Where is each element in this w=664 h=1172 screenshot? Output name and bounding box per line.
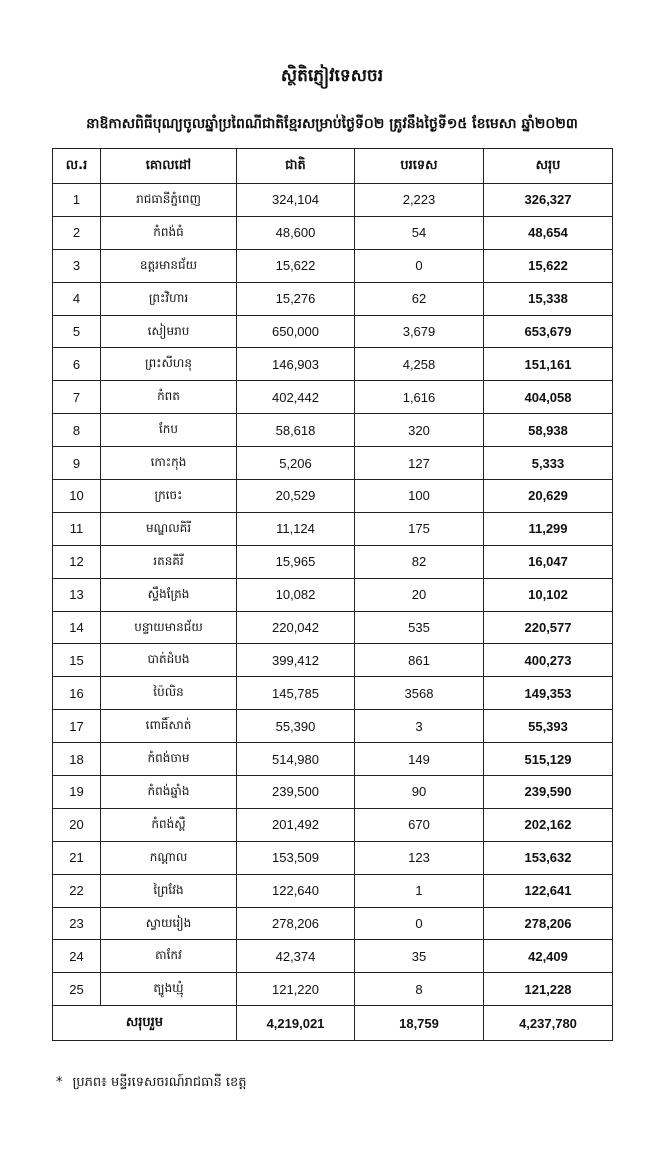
destination-cell: កណ្តាល bbox=[101, 841, 237, 874]
foreign-visitors-cell: 3568 bbox=[355, 677, 484, 710]
table-row bbox=[53, 710, 613, 743]
grand-total-national: 4,219,021 bbox=[237, 1006, 355, 1041]
destination-cell: តាកែវ bbox=[101, 940, 237, 973]
table-row bbox=[53, 578, 613, 611]
total-visitors-cell: 20,629 bbox=[484, 480, 613, 513]
destination-cell: រតនគិរី bbox=[101, 545, 237, 578]
national-visitors-cell: 278,206 bbox=[237, 907, 355, 940]
destination-cell: បាត់ដំបង bbox=[101, 644, 237, 677]
foreign-visitors-cell: 3 bbox=[355, 710, 484, 743]
row-number-cell: 3 bbox=[53, 249, 101, 282]
table-row bbox=[53, 184, 613, 217]
total-visitors-cell: 149,353 bbox=[484, 677, 613, 710]
destination-cell: ស្វាយរៀង bbox=[101, 907, 237, 940]
national-visitors-cell: 42,374 bbox=[237, 940, 355, 973]
total-visitors-cell: 400,273 bbox=[484, 644, 613, 677]
row-number-cell: 12 bbox=[53, 545, 101, 578]
row-number-cell: 24 bbox=[53, 940, 101, 973]
national-visitors-cell: 146,903 bbox=[237, 348, 355, 381]
total-visitors-cell: 653,679 bbox=[484, 315, 613, 348]
row-number-cell: 8 bbox=[53, 414, 101, 447]
foreign-visitors-cell: 20 bbox=[355, 578, 484, 611]
row-number-cell: 10 bbox=[53, 480, 101, 513]
column-header-foreign: បរទេស bbox=[355, 149, 484, 184]
table-row bbox=[53, 776, 613, 809]
destination-cell: ត្បូងឃ្មុំ bbox=[101, 973, 237, 1006]
national-visitors-cell: 58,618 bbox=[237, 414, 355, 447]
foreign-visitors-cell: 82 bbox=[355, 545, 484, 578]
total-visitors-cell: 121,228 bbox=[484, 973, 613, 1006]
table-row bbox=[53, 249, 613, 282]
page-title: ស្ថិតិភ្ញៀវទេសចរ bbox=[280, 66, 384, 86]
source-text: ប្រភព៖ មន្ទីរទេសចរណ៍រាជធានី ខេត្ត bbox=[72, 1075, 247, 1090]
table-row bbox=[53, 381, 613, 414]
grand-total-row bbox=[53, 1006, 613, 1041]
table-header-row bbox=[53, 149, 613, 184]
foreign-visitors-cell: 127 bbox=[355, 447, 484, 480]
total-visitors-cell: 239,590 bbox=[484, 776, 613, 809]
national-visitors-cell: 145,785 bbox=[237, 677, 355, 710]
destination-cell: បន្ទាយមានជ័យ bbox=[101, 611, 237, 644]
table-row bbox=[53, 644, 613, 677]
row-number-cell: 4 bbox=[53, 282, 101, 315]
foreign-visitors-cell: 0 bbox=[355, 907, 484, 940]
destination-cell: សៀមរាប bbox=[101, 315, 237, 348]
total-visitors-cell: 15,338 bbox=[484, 282, 613, 315]
national-visitors-cell: 121,220 bbox=[237, 973, 355, 1006]
row-number-cell: 11 bbox=[53, 512, 101, 545]
total-visitors-cell: 202,162 bbox=[484, 808, 613, 841]
foreign-visitors-cell: 54 bbox=[355, 216, 484, 249]
total-visitors-cell: 15,622 bbox=[484, 249, 613, 282]
destination-cell: ស្ទឹងត្រែង bbox=[101, 578, 237, 611]
row-number-cell: 6 bbox=[53, 348, 101, 381]
row-number-cell: 21 bbox=[53, 841, 101, 874]
table-row bbox=[53, 414, 613, 447]
table-row bbox=[53, 282, 613, 315]
destination-cell: កំពង់ធំ bbox=[101, 216, 237, 249]
foreign-visitors-cell: 35 bbox=[355, 940, 484, 973]
table-row bbox=[53, 480, 613, 513]
table-row bbox=[53, 512, 613, 545]
total-visitors-cell: 55,393 bbox=[484, 710, 613, 743]
table-row bbox=[53, 808, 613, 841]
total-visitors-cell: 404,058 bbox=[484, 381, 613, 414]
foreign-visitors-cell: 90 bbox=[355, 776, 484, 809]
foreign-visitors-cell: 123 bbox=[355, 841, 484, 874]
national-visitors-cell: 5,206 bbox=[237, 447, 355, 480]
row-number-cell: 5 bbox=[53, 315, 101, 348]
destination-cell: មណ្ឌលគិរី bbox=[101, 512, 237, 545]
grand-total-total: 4,237,780 bbox=[484, 1006, 613, 1041]
table-row bbox=[53, 907, 613, 940]
destination-cell: ព្រៃវែង bbox=[101, 874, 237, 907]
row-number-cell: 18 bbox=[53, 743, 101, 776]
foreign-visitors-cell: 0 bbox=[355, 249, 484, 282]
destination-cell: កំពង់ឆ្នាំង bbox=[101, 776, 237, 809]
row-number-cell: 20 bbox=[53, 808, 101, 841]
national-visitors-cell: 514,980 bbox=[237, 743, 355, 776]
total-visitors-cell: 58,938 bbox=[484, 414, 613, 447]
national-visitors-cell: 201,492 bbox=[237, 808, 355, 841]
table-row bbox=[53, 315, 613, 348]
row-number-cell: 9 bbox=[53, 447, 101, 480]
destination-cell: កំពត bbox=[101, 381, 237, 414]
total-visitors-cell: 42,409 bbox=[484, 940, 613, 973]
foreign-visitors-cell: 320 bbox=[355, 414, 484, 447]
total-visitors-cell: 48,654 bbox=[484, 216, 613, 249]
foreign-visitors-cell: 861 bbox=[355, 644, 484, 677]
row-number-cell: 1 bbox=[53, 184, 101, 217]
foreign-visitors-cell: 1 bbox=[355, 874, 484, 907]
national-visitors-cell: 20,529 bbox=[237, 480, 355, 513]
row-number-cell: 15 bbox=[53, 644, 101, 677]
national-visitors-cell: 220,042 bbox=[237, 611, 355, 644]
destination-cell: រាជធានីភ្នំពេញ bbox=[101, 184, 237, 217]
national-visitors-cell: 15,622 bbox=[237, 249, 355, 282]
total-visitors-cell: 326,327 bbox=[484, 184, 613, 217]
table-row bbox=[53, 447, 613, 480]
destination-cell: ក្រចេះ bbox=[101, 480, 237, 513]
foreign-visitors-cell: 670 bbox=[355, 808, 484, 841]
total-visitors-cell: 11,299 bbox=[484, 512, 613, 545]
table-row bbox=[53, 348, 613, 381]
page-subtitle: នាឱកាសពិធីបុណ្យចូលឆ្នាំប្រពៃណីជាតិខ្មែរសម្រាប់ថ្ងៃទី០២ ត្រូវនឹងថ្ងៃទី១៥ ខែមេសា ឆ្នាំ២០២៣ bbox=[86, 116, 578, 132]
destination-cell: កោះកុង bbox=[101, 447, 237, 480]
row-number-cell: 2 bbox=[53, 216, 101, 249]
national-visitors-cell: 402,442 bbox=[237, 381, 355, 414]
national-visitors-cell: 11,124 bbox=[237, 512, 355, 545]
row-number-cell: 17 bbox=[53, 710, 101, 743]
table-row bbox=[53, 611, 613, 644]
column-header-total: សរុប bbox=[484, 149, 613, 184]
national-visitors-cell: 324,104 bbox=[237, 184, 355, 217]
national-visitors-cell: 239,500 bbox=[237, 776, 355, 809]
table-body bbox=[53, 184, 613, 1006]
total-visitors-cell: 151,161 bbox=[484, 348, 613, 381]
table-row bbox=[53, 545, 613, 578]
row-number-cell: 19 bbox=[53, 776, 101, 809]
total-visitors-cell: 515,129 bbox=[484, 743, 613, 776]
national-visitors-cell: 15,965 bbox=[237, 545, 355, 578]
grand-total-foreign: 18,759 bbox=[355, 1006, 484, 1041]
source-note bbox=[56, 1073, 247, 1093]
row-number-cell: 14 bbox=[53, 611, 101, 644]
foreign-visitors-cell: 149 bbox=[355, 743, 484, 776]
national-visitors-cell: 48,600 bbox=[237, 216, 355, 249]
table-row bbox=[53, 677, 613, 710]
national-visitors-cell: 650,000 bbox=[237, 315, 355, 348]
column-header-national: ជាតិ bbox=[237, 149, 355, 184]
total-visitors-cell: 16,047 bbox=[484, 545, 613, 578]
national-visitors-cell: 55,390 bbox=[237, 710, 355, 743]
national-visitors-cell: 399,412 bbox=[237, 644, 355, 677]
destination-cell: ឧត្តរមានជ័យ bbox=[101, 249, 237, 282]
destination-cell: កំពង់ចាម bbox=[101, 743, 237, 776]
column-header-destination: គោលដៅ bbox=[101, 149, 237, 184]
foreign-visitors-cell: 3,679 bbox=[355, 315, 484, 348]
table-row bbox=[53, 216, 613, 249]
national-visitors-cell: 153,509 bbox=[237, 841, 355, 874]
destination-cell: កំពង់ស្ពឺ bbox=[101, 808, 237, 841]
column-header-number: ល.រ bbox=[53, 149, 101, 184]
national-visitors-cell: 15,276 bbox=[237, 282, 355, 315]
destination-cell: ព្រះវិហារ bbox=[101, 282, 237, 315]
row-number-cell: 25 bbox=[53, 973, 101, 1006]
foreign-visitors-cell: 8 bbox=[355, 973, 484, 1006]
total-visitors-cell: 220,577 bbox=[484, 611, 613, 644]
footnote-bullet: * bbox=[56, 1075, 63, 1090]
table-row bbox=[53, 743, 613, 776]
table-row bbox=[53, 973, 613, 1006]
row-number-cell: 7 bbox=[53, 381, 101, 414]
total-visitors-cell: 10,102 bbox=[484, 578, 613, 611]
row-number-cell: 13 bbox=[53, 578, 101, 611]
foreign-visitors-cell: 1,616 bbox=[355, 381, 484, 414]
tourist-statistics-table bbox=[52, 148, 613, 1041]
total-visitors-cell: 278,206 bbox=[484, 907, 613, 940]
table-row bbox=[53, 841, 613, 874]
destination-cell: ប៉ៃលិន bbox=[101, 677, 237, 710]
foreign-visitors-cell: 4,258 bbox=[355, 348, 484, 381]
total-visitors-cell: 5,333 bbox=[484, 447, 613, 480]
foreign-visitors-cell: 62 bbox=[355, 282, 484, 315]
national-visitors-cell: 10,082 bbox=[237, 578, 355, 611]
total-visitors-cell: 122,641 bbox=[484, 874, 613, 907]
table-row bbox=[53, 940, 613, 973]
foreign-visitors-cell: 535 bbox=[355, 611, 484, 644]
grand-total-label: សរុបរួម bbox=[53, 1006, 237, 1041]
foreign-visitors-cell: 2,223 bbox=[355, 184, 484, 217]
destination-cell: ពោធិ៍សាត់ bbox=[101, 710, 237, 743]
total-visitors-cell: 153,632 bbox=[484, 841, 613, 874]
destination-cell: ព្រះសីហនុ bbox=[101, 348, 237, 381]
national-visitors-cell: 122,640 bbox=[237, 874, 355, 907]
row-number-cell: 23 bbox=[53, 907, 101, 940]
row-number-cell: 16 bbox=[53, 677, 101, 710]
foreign-visitors-cell: 100 bbox=[355, 480, 484, 513]
destination-cell: កែប bbox=[101, 414, 237, 447]
table-row bbox=[53, 874, 613, 907]
row-number-cell: 22 bbox=[53, 874, 101, 907]
foreign-visitors-cell: 175 bbox=[355, 512, 484, 545]
